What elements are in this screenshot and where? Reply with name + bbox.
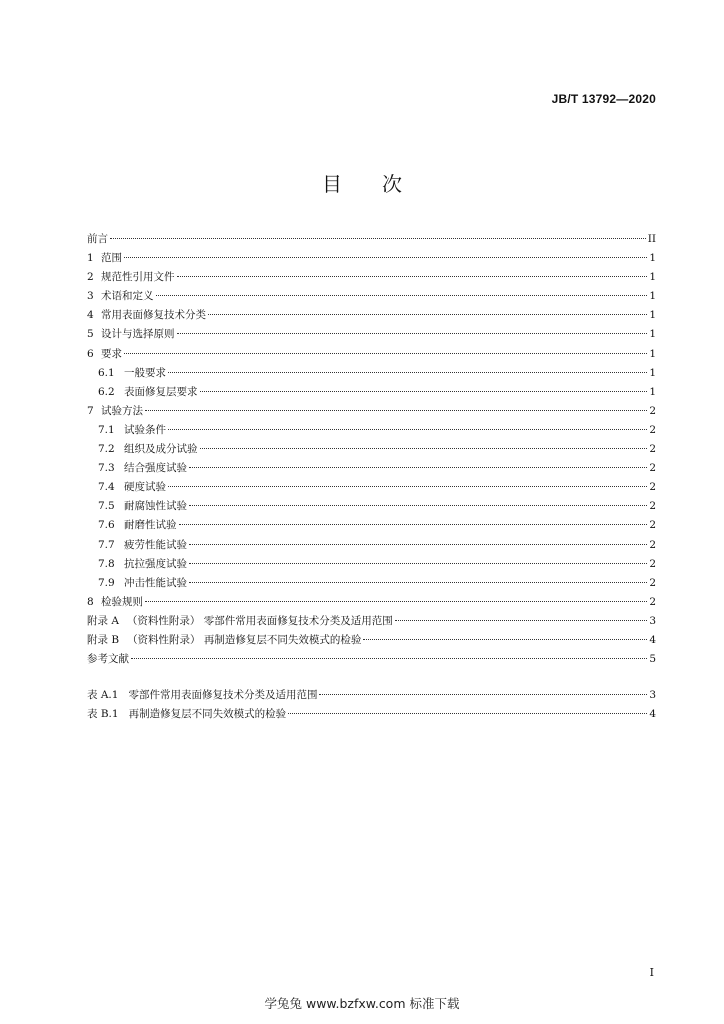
dot-leader (177, 333, 648, 334)
dot-leader (168, 429, 647, 430)
toc-entry-title: 要求 (101, 347, 122, 360)
page-number: I (649, 966, 654, 979)
dot-leader (179, 524, 648, 525)
toc-entry[interactable] (87, 497, 656, 516)
toc-entry-page: 2 (649, 443, 656, 456)
dot-leader (145, 601, 647, 602)
toc-entry-page: 1 (649, 366, 656, 379)
toc-entry-page: II (647, 233, 656, 245)
page-title: 目次 (322, 172, 442, 196)
toc-entry-page: 1 (649, 252, 656, 265)
toc-entry-number: 7 (87, 404, 94, 417)
toc-entry-number: 1 (87, 252, 94, 265)
toc-entry-title: 再制造修复层不同失效模式的检验 (128, 708, 287, 721)
toc-entry-title: 零部件常用表面修复技术分类及适用范围 (128, 689, 318, 701)
table-of-contents (87, 230, 656, 669)
toc-entry-title: 范围 (101, 252, 122, 265)
toc-entry-title: 表面修复层要求 (124, 385, 198, 398)
toc-entry-number: 7.9 (98, 576, 115, 589)
toc-entry[interactable] (87, 287, 656, 306)
dot-leader (189, 505, 647, 506)
toc-entry-number: 7.7 (98, 538, 115, 551)
toc-entry-page: 1 (649, 328, 656, 341)
toc-entry-title: 冲击性能试验 (124, 576, 187, 589)
toc-entry-page: 2 (649, 462, 656, 475)
toc-entry-page: 2 (649, 404, 656, 417)
dot-leader (200, 448, 648, 449)
toc-entry-title: 抗拉强度试验 (124, 557, 187, 570)
toc-entry-title: 规范性引用文件 (101, 271, 175, 284)
toc-entry[interactable] (87, 364, 656, 383)
toc-entry-number: 6 (87, 347, 94, 360)
toc-entry-number: 7.1 (98, 423, 115, 436)
toc-entry-page: 1 (649, 290, 656, 303)
toc-entry[interactable] (87, 631, 656, 650)
dot-leader (200, 391, 648, 392)
toc-entry[interactable] (87, 593, 656, 612)
dot-leader (208, 314, 647, 315)
toc-entry-number: 8 (87, 595, 94, 608)
dot-leader (124, 257, 647, 258)
dot-leader (131, 658, 647, 659)
toc-entry[interactable] (87, 516, 656, 535)
toc-entry[interactable] (87, 421, 656, 440)
toc-entry-number: 7.3 (98, 462, 115, 475)
toc-entry-number: 3 (87, 290, 94, 303)
toc-entry[interactable] (87, 249, 656, 268)
dot-leader (189, 544, 647, 545)
toc-entry-page: 4 (649, 708, 656, 721)
toc-entry-number: 7.6 (98, 519, 115, 532)
toc-entry-title: 试验方法 (101, 404, 143, 417)
dot-leader (189, 582, 647, 583)
toc-entry-number: 6.2 (98, 385, 115, 398)
dot-leader (124, 353, 647, 354)
dot-leader (395, 620, 648, 621)
toc-entry-number: 2 (87, 271, 94, 284)
toc-entry-page: 2 (649, 500, 656, 513)
toc-entry-page: 1 (649, 309, 656, 322)
toc-entry[interactable] (87, 555, 656, 574)
toc-entry-number: 表 B.1 (87, 708, 119, 721)
toc-entry-title: 参考文献 (87, 653, 129, 666)
toc-entry[interactable] (87, 574, 656, 593)
toc-entry-page: 1 (649, 385, 656, 398)
toc-entry[interactable] (87, 478, 656, 497)
dot-leader (319, 694, 647, 695)
toc-entry[interactable] (87, 536, 656, 555)
toc-entry[interactable] (87, 325, 656, 344)
dot-leader (168, 486, 647, 487)
toc-entry-page: 5 (649, 653, 656, 666)
toc-entry[interactable] (87, 440, 656, 459)
standard-number: JB/T 13792—2020 (551, 92, 656, 106)
toc-entry-title: 术语和定义 (101, 290, 154, 303)
toc-entry-title: 检验规则 (101, 595, 143, 608)
toc-entry[interactable] (87, 459, 656, 478)
dot-leader (145, 410, 647, 411)
toc-entry-number: 6.1 (98, 366, 115, 379)
toc-entry-number: 7.5 (98, 500, 115, 513)
toc-entry[interactable] (87, 686, 656, 705)
toc-entry-title: 结合强度试验 (124, 462, 187, 475)
toc-entry-title: 疲劳性能试验 (124, 538, 187, 551)
toc-entry[interactable] (87, 230, 656, 249)
toc-entry-number: 表 A.1 (87, 689, 119, 701)
watermark-footer: 学兔兔 www.bzfxw.com 标准下载 (264, 996, 460, 1011)
toc-entry-title: 组织及成分试验 (124, 443, 198, 456)
toc-entry-title: 设计与选择原则 (101, 328, 175, 341)
toc-entry-number: 5 (87, 328, 94, 341)
toc-entry-page: 3 (649, 614, 656, 627)
toc-entry-number: 7.4 (98, 481, 115, 494)
toc-entry-page: 2 (649, 538, 656, 551)
toc-entry-title: 耐腐蚀性试验 (124, 500, 187, 513)
toc-entry-title: 硬度试验 (124, 481, 166, 494)
toc-entry-page: 2 (649, 595, 656, 608)
toc-entry[interactable] (87, 345, 656, 364)
dot-leader (189, 563, 647, 564)
dot-leader (168, 372, 647, 373)
toc-entry-title: （资料性附录） 零部件常用表面修复技术分类及适用范围 (126, 614, 393, 627)
toc-entry[interactable] (87, 268, 656, 287)
toc-entry[interactable] (87, 306, 656, 325)
toc-entry[interactable] (87, 383, 656, 402)
toc-entry-page: 2 (649, 519, 656, 532)
toc-entry-number: 附录 A (87, 614, 119, 627)
toc-entry[interactable] (87, 650, 656, 669)
toc-entry-number: 7.2 (98, 443, 115, 456)
toc-entry-title: 试验条件 (124, 423, 166, 436)
toc-entry-page: 2 (649, 423, 656, 436)
dot-leader (189, 467, 647, 468)
dot-leader (363, 639, 647, 640)
toc-entry-page: 2 (649, 576, 656, 589)
toc-entry-page: 2 (649, 481, 656, 494)
toc-entry-page: 2 (649, 557, 656, 570)
toc-entry-page: 1 (649, 271, 656, 284)
dot-leader (288, 713, 647, 714)
toc-entry-page: 1 (649, 347, 656, 360)
dot-leader (156, 295, 648, 296)
toc-entry-number: 4 (87, 309, 94, 322)
list-of-tables (87, 686, 656, 724)
toc-entry-title: 前言 (87, 233, 108, 245)
toc-entry[interactable] (87, 705, 656, 724)
toc-entry-title: 常用表面修复技术分类 (101, 309, 206, 322)
toc-entry-title: （资料性附录） 再制造修复层不同失效模式的检验 (127, 633, 362, 646)
toc-entry-page: 4 (649, 633, 656, 646)
toc-entry-number: 7.8 (98, 557, 115, 570)
toc-entry-title: 一般要求 (124, 366, 166, 379)
dot-leader (110, 238, 646, 239)
toc-entry-title: 耐磨性试验 (124, 519, 177, 532)
dot-leader (177, 276, 648, 277)
toc-entry-page: 3 (649, 689, 656, 701)
toc-entry-number: 附录 B (87, 633, 120, 646)
toc-entry[interactable] (87, 612, 656, 631)
toc-entry[interactable] (87, 402, 656, 421)
